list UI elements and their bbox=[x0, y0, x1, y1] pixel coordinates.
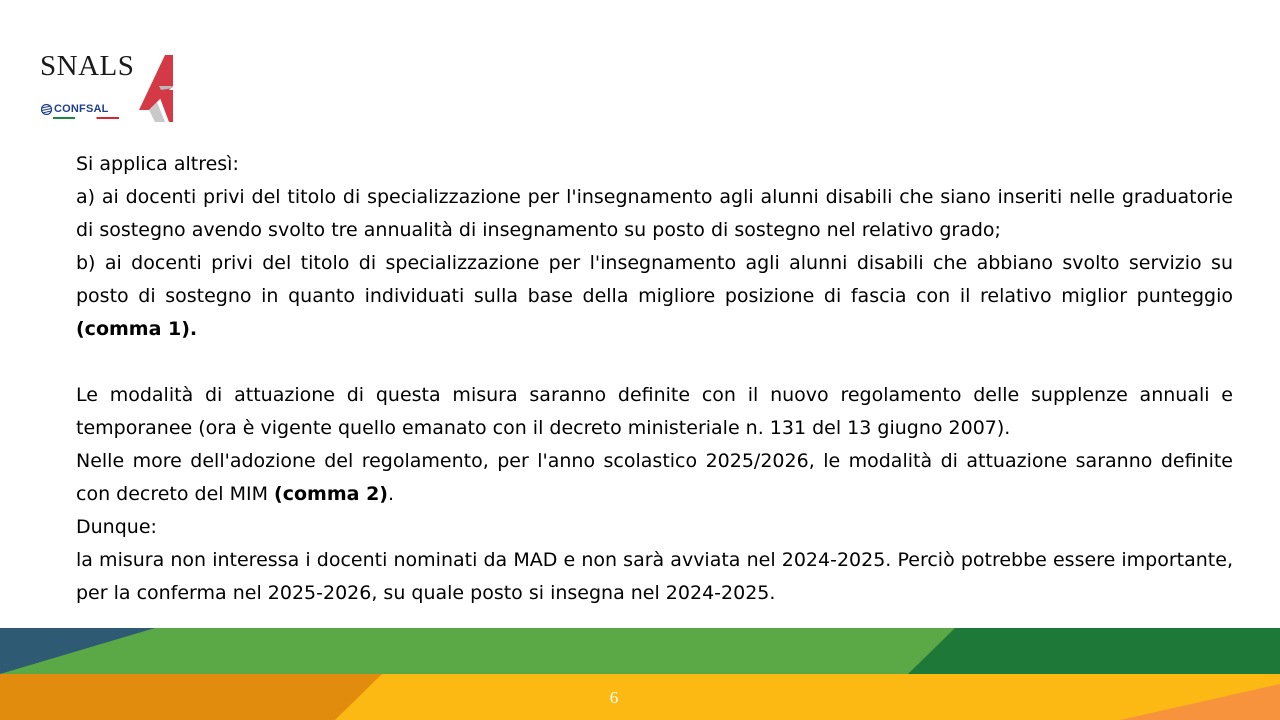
logo-tricolor-line bbox=[53, 117, 119, 119]
interim-reference: (comma 2) bbox=[274, 483, 388, 505]
conclusion-heading: Dunque: bbox=[76, 516, 157, 538]
point-b-text: b) ai docenti privi del titolo di specializzazione per l'insegnamento agli alunni disabili che abbiano svolto servizio su posto di sostegno in quanto individuati sulla base della migliore posizione di fascia con il relativo miglior punteggio bbox=[76, 252, 1233, 307]
logo-brand-text: SNALS bbox=[40, 50, 135, 82]
confsal-globe-icon bbox=[41, 104, 52, 115]
interim-text: Nelle more dell'adozione del regolamento, per l'anno scolastico 2025/2026, le modalità di attuazione saranno definite con decreto del MIM bbox=[76, 450, 1233, 505]
implementation-paragraph: Le modalità di attuazione di questa misura saranno definite con il nuovo regolamento delle supplenze annuali e temporanee (ora è vigente quello emanato con il decreto ministeriale n. 131 del 13 giugno 2007). bbox=[76, 384, 1233, 439]
point-a: a) ai docenti privi del titolo di specializzazione per l'insegnamento agli alunni disabili che siano inseriti nelle graduatorie di sostegno avendo svolto tre annualità di insegnamento su posto di sostegno nel relativo grado; bbox=[76, 186, 1233, 241]
page-number: 6 bbox=[609, 688, 619, 707]
spacer bbox=[76, 346, 1233, 379]
point-b bbox=[76, 247, 1233, 346]
footer-dark-green-wedge bbox=[908, 628, 1280, 674]
interim-paragraph bbox=[76, 445, 1233, 511]
conclusion-paragraph: la misura non interessa i docenti nominati da MAD e non sarà avviata nel 2024-2025. Perciò potrebbe essere importante, per la conferma nel 2025-2026, su quale posto si insegna nel 2024-2025. bbox=[76, 549, 1233, 604]
logo-confsal-text: CONFSAL bbox=[54, 103, 109, 115]
logo-confsal bbox=[41, 103, 109, 115]
intro-line: Si applica altresì: bbox=[76, 153, 239, 175]
snals-confsal-logo bbox=[40, 50, 185, 125]
point-b-reference: (comma 1). bbox=[76, 318, 198, 340]
logo-mark-icon bbox=[135, 52, 181, 124]
interim-end: . bbox=[387, 483, 395, 505]
slide-body bbox=[76, 148, 1233, 610]
